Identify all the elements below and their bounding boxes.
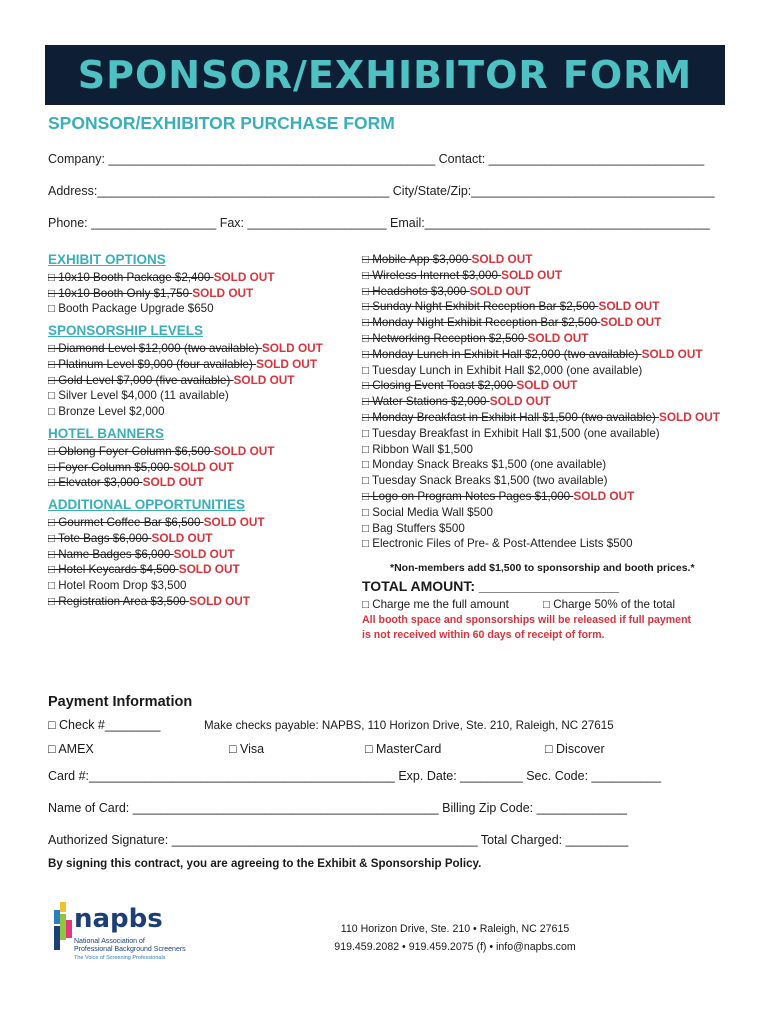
option-label: □ Hotel Keycards $4,500 bbox=[48, 563, 179, 577]
option-label: □ Oblong Foyer Column $6,500 bbox=[48, 444, 214, 458]
option-item[interactable] bbox=[362, 521, 762, 537]
option-label: □ Tuesday Snack Breaks $1,500 (two available) bbox=[362, 474, 608, 488]
option-item[interactable] bbox=[362, 457, 762, 473]
option-label: □ 10x10 Booth Package $2,400 bbox=[48, 270, 214, 284]
sold-out-badge: SOLD OUT bbox=[659, 409, 720, 424]
napbs-logo-line2: Professional Background Screeners bbox=[74, 946, 186, 953]
sold-out-badge: SOLD OUT bbox=[173, 546, 235, 561]
check-payable-note: Make checks payable: NAPBS, 110 Horizon Drive, Ste. 210, Raleigh, NC 27615 bbox=[204, 719, 614, 732]
option-label: □ Logo on Program Notes Pages $1,000 bbox=[362, 489, 574, 503]
phone-fax-email-line[interactable]: Phone: __________________ Fax: ____________________ Email:_________________________________________ bbox=[48, 216, 710, 230]
option-label: □ Monday Lunch in Exhibit Hall $2,000 (two available) bbox=[362, 347, 642, 361]
option-label: □ Water Stations $2,000 bbox=[362, 395, 490, 409]
non-member-note: *Non-members add $1,500 to sponsorship and booth prices.* bbox=[390, 562, 695, 574]
option-label: □ Electronic Files of Pre- & Post-Attendee Lists $500 bbox=[362, 537, 633, 551]
form-title: SPONSOR/EXHIBITOR FORM bbox=[77, 53, 693, 97]
sold-out-badge: SOLD OUT bbox=[178, 562, 240, 577]
option-label: □ Monday Snack Breaks $1,500 (one available) bbox=[362, 458, 607, 472]
option-item[interactable] bbox=[48, 301, 358, 317]
sold-out-badge: SOLD OUT bbox=[471, 252, 533, 266]
option-item[interactable] bbox=[362, 315, 762, 331]
option-label: □ Headshots $3,000 bbox=[362, 284, 470, 298]
sold-out-badge: SOLD OUT bbox=[600, 315, 662, 330]
option-item[interactable] bbox=[362, 505, 762, 521]
sold-out-badge: SOLD OUT bbox=[501, 267, 563, 282]
agreement-text: By signing this contract, you are agreeing to the Exhibit & Sponsorship Policy. bbox=[48, 857, 482, 870]
total-amount[interactable]: TOTAL AMOUNT: __________________ bbox=[362, 578, 620, 594]
option-item[interactable] bbox=[48, 578, 358, 594]
company-contact-line[interactable]: Company: _______________________________________________ Contact: _______________________________ bbox=[48, 152, 705, 166]
option-item[interactable] bbox=[362, 347, 762, 363]
address-line[interactable]: Address:__________________________________________ City/State/Zip:___________________________________ bbox=[48, 184, 715, 198]
napbs-logo-line1: National Association of bbox=[74, 938, 145, 945]
option-label: □ Gold Level $7,000 (five available) bbox=[48, 373, 234, 387]
option-item[interactable] bbox=[362, 410, 762, 426]
option-item[interactable] bbox=[48, 270, 358, 286]
sold-out-badge: SOLD OUT bbox=[142, 475, 204, 490]
option-item[interactable] bbox=[48, 444, 358, 460]
sold-out-badge: SOLD OUT bbox=[516, 378, 578, 393]
option-item[interactable] bbox=[362, 394, 762, 410]
section-heading: SPONSORSHIP LEVELS bbox=[48, 323, 204, 339]
sold-out-badge: SOLD OUT bbox=[189, 593, 251, 608]
option-label: □ Silver Level $4,000 (11 available) bbox=[48, 389, 229, 403]
option-item[interactable] bbox=[362, 252, 762, 268]
payment-title: Payment Information bbox=[48, 694, 193, 710]
option-item[interactable] bbox=[362, 363, 762, 379]
option-item[interactable] bbox=[362, 284, 762, 300]
option-item[interactable] bbox=[362, 299, 762, 315]
option-label: □ Sunday Night Exhibit Reception Bar $2,500 bbox=[362, 300, 599, 314]
option-label: □ 10x10 Booth Only $1,750 bbox=[48, 286, 193, 300]
option-item[interactable] bbox=[48, 547, 358, 563]
option-label: □ Tuesday Breakfast in Exhibit Hall $1,500 (one available) bbox=[362, 426, 660, 440]
option-item[interactable] bbox=[48, 373, 358, 389]
right-options-column bbox=[362, 252, 762, 552]
sold-out-badge: SOLD OUT bbox=[261, 340, 323, 355]
option-label: □ Mobile App $3,000 bbox=[362, 253, 472, 266]
sold-out-badge: SOLD OUT bbox=[213, 443, 275, 458]
mastercard-option[interactable]: □ MasterCard bbox=[365, 742, 442, 756]
sold-out-badge: SOLD OUT bbox=[151, 530, 213, 545]
option-label: □ Wireless Internet $3,000 bbox=[362, 268, 502, 282]
option-label: □ Networking Reception $2,500 bbox=[362, 331, 528, 345]
signature-line[interactable]: Authorized Signature: ____________________________________________ Total Charged: _________ bbox=[48, 833, 629, 847]
footer-address-block bbox=[300, 920, 610, 956]
option-label: □ Bag Stuffers $500 bbox=[362, 521, 465, 535]
option-label: □ Closing Event Toast $2,000 bbox=[362, 379, 517, 393]
sold-out-badge: SOLD OUT bbox=[573, 488, 635, 503]
option-label: □ Foyer Column $5,000 bbox=[48, 460, 173, 474]
card-name-line[interactable]: Name of Card: ____________________________________________ Billing Zip Code: _____________ bbox=[48, 801, 627, 815]
option-label: □ Bronze Level $2,000 bbox=[48, 405, 165, 419]
left-options-column bbox=[48, 246, 358, 610]
charge-half-option[interactable]: □ Charge 50% of the total bbox=[543, 598, 676, 611]
option-item[interactable] bbox=[48, 475, 358, 491]
option-item[interactable] bbox=[362, 268, 762, 284]
option-label: □ Booth Package Upgrade $650 bbox=[48, 302, 214, 316]
option-item[interactable] bbox=[362, 536, 762, 552]
section-heading: HOTEL BANNERS bbox=[48, 425, 165, 441]
form-subtitle: SPONSOR/EXHIBITOR PURCHASE FORM bbox=[48, 113, 395, 133]
option-item[interactable] bbox=[362, 331, 762, 347]
option-item[interactable] bbox=[48, 341, 358, 357]
option-item[interactable] bbox=[362, 442, 762, 458]
option-item[interactable] bbox=[48, 562, 358, 578]
option-label: □ Registration Area $3,500 bbox=[48, 594, 190, 608]
sold-out-badge: SOLD OUT bbox=[192, 285, 254, 300]
option-item[interactable] bbox=[362, 473, 762, 489]
payment-warning: All booth space and sponsorships will be released if full payment is not received within 60 days of receipt of form. bbox=[362, 614, 692, 641]
sold-out-badge: SOLD OUT bbox=[641, 346, 703, 361]
footer-phones: 919.459.2082 • 919.459.2075 (f) • info@napbs.com bbox=[334, 941, 576, 953]
option-label: □ Platinum Level $9,000 (four available) bbox=[48, 357, 257, 371]
option-label: □ Tote Bags $6,000 bbox=[48, 531, 152, 545]
section-heading: ADDITIONAL OPPORTUNITIES bbox=[48, 497, 246, 513]
option-label: □ Gourmet Coffee Bar $6,500 bbox=[48, 515, 204, 529]
sold-out-badge: SOLD OUT bbox=[598, 299, 660, 314]
option-item[interactable] bbox=[362, 489, 762, 505]
charge-full-option[interactable]: □ Charge me the full amount bbox=[362, 598, 509, 611]
discover-option[interactable]: □ Discover bbox=[545, 742, 605, 756]
section-heading: EXHIBIT OPTIONS bbox=[48, 252, 166, 267]
option-item[interactable] bbox=[48, 357, 358, 373]
sold-out-badge: SOLD OUT bbox=[469, 283, 531, 298]
card-number-line[interactable]: Card #:____________________________________________ Exp. Date: _________ Sec. Code: __________ bbox=[48, 769, 662, 783]
option-item[interactable] bbox=[48, 286, 358, 302]
sold-out-badge: SOLD OUT bbox=[213, 269, 275, 284]
sold-out-badge: SOLD OUT bbox=[172, 459, 234, 474]
option-item[interactable] bbox=[48, 531, 358, 547]
option-item[interactable] bbox=[48, 460, 358, 476]
napbs-logo bbox=[50, 898, 210, 968]
sold-out-badge: SOLD OUT bbox=[203, 514, 265, 529]
check-option[interactable]: □ Check #________ bbox=[48, 718, 161, 732]
visa-option[interactable]: □ Visa bbox=[229, 742, 265, 756]
footer-address: 110 Horizon Drive, Ste. 210 • Raleigh, NC 27615 bbox=[340, 923, 570, 935]
sold-out-badge: SOLD OUT bbox=[489, 394, 551, 409]
option-label: □ Ribbon Wall $1,500 bbox=[362, 442, 473, 456]
amex-option[interactable]: □ AMEX bbox=[48, 742, 94, 756]
option-item[interactable] bbox=[48, 388, 358, 404]
sold-out-badge: SOLD OUT bbox=[233, 372, 295, 387]
napbs-logo-wordmark: napbs bbox=[74, 904, 163, 934]
option-label: □ Monday Night Exhibit Reception Bar $2,500 bbox=[362, 316, 601, 330]
option-label: □ Monday Breakfast in Exhibit Hall $1,500 (two available) bbox=[362, 410, 659, 424]
option-item[interactable] bbox=[362, 378, 762, 394]
sold-out-badge: SOLD OUT bbox=[256, 356, 318, 371]
option-item[interactable] bbox=[48, 594, 358, 610]
option-item[interactable] bbox=[362, 426, 762, 442]
option-item[interactable] bbox=[48, 404, 358, 420]
form-title-banner bbox=[45, 45, 725, 105]
option-label: □ Social Media Wall $500 bbox=[362, 505, 493, 519]
option-label: □ Name Badges $6,000 bbox=[48, 547, 174, 561]
napbs-logo-tagline: The Voice of Screening Professionals bbox=[74, 955, 166, 961]
sold-out-badge: SOLD OUT bbox=[527, 330, 589, 345]
option-label: □ Elevator $3,000 bbox=[48, 476, 143, 490]
option-label: □ Diamond Level $12,000 (two available) bbox=[48, 341, 262, 355]
option-label: □ Hotel Room Drop $3,500 bbox=[48, 579, 187, 593]
option-item[interactable] bbox=[48, 515, 358, 531]
option-label: □ Tuesday Lunch in Exhibit Hall $2,000 (one available) bbox=[362, 363, 643, 377]
